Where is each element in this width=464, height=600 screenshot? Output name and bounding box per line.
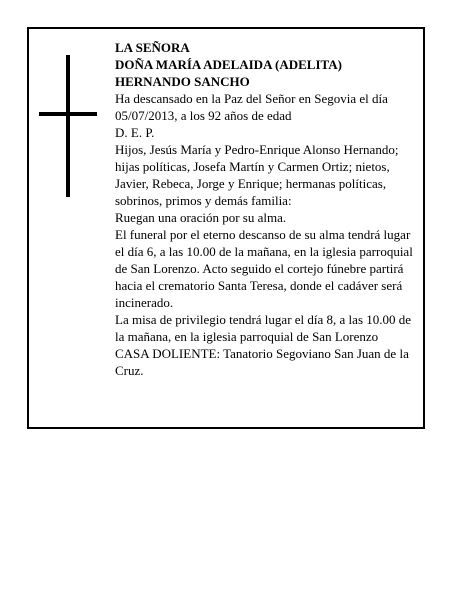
notice-text [115,39,420,379]
deceased-name-line-2: HERNANDO SANCHO [115,74,250,89]
cross-icon [39,55,97,197]
death-statement: Ha descansado en la Paz del Señor en Segovia el día 05/07/2013, a los 92 años de edad [115,91,388,123]
cross-vertical-bar [66,55,70,197]
obituary-notice [27,27,425,429]
mourning-house: CASA DOLIENTE: Tanatorio Segoviano San Juan de la Cruz. [115,346,409,378]
prayer-request: Ruegan una oración por su alma. [115,210,287,225]
funeral-details: El funeral por el eterno descanso de su alma tendrá lugar el día 6, a las 10.00 de la mañana, en la iglesia parroquial de San Lorenzo. Acto seguido el cortejo fúnebre partirá hacia el crematorio Santa Teresa, donde el cadáver será incinerado. [115,227,413,310]
notice-title: LA SEÑORA [115,40,190,55]
family-list: Hijos, Jesús María y Pedro-Enrique Alonso Hernando; hijas políticas, Josefa Martín y Carmen Ortiz; nietos, Javier, Rebeca, Jorge y Enrique; hermanas políticas, sobrinos, primos y demás familia: [115,142,399,208]
deceased-name-line-1: DOÑA MARÍA ADELAIDA (ADELITA) [115,57,342,72]
cross-horizontal-bar [39,112,97,116]
rip-abbreviation: D. E. P. [115,125,155,140]
mass-details: La misa de privilegio tendrá lugar el día 8, a las 10.00 de la mañana, en la iglesia parroquial de San Lorenzo [115,312,412,344]
